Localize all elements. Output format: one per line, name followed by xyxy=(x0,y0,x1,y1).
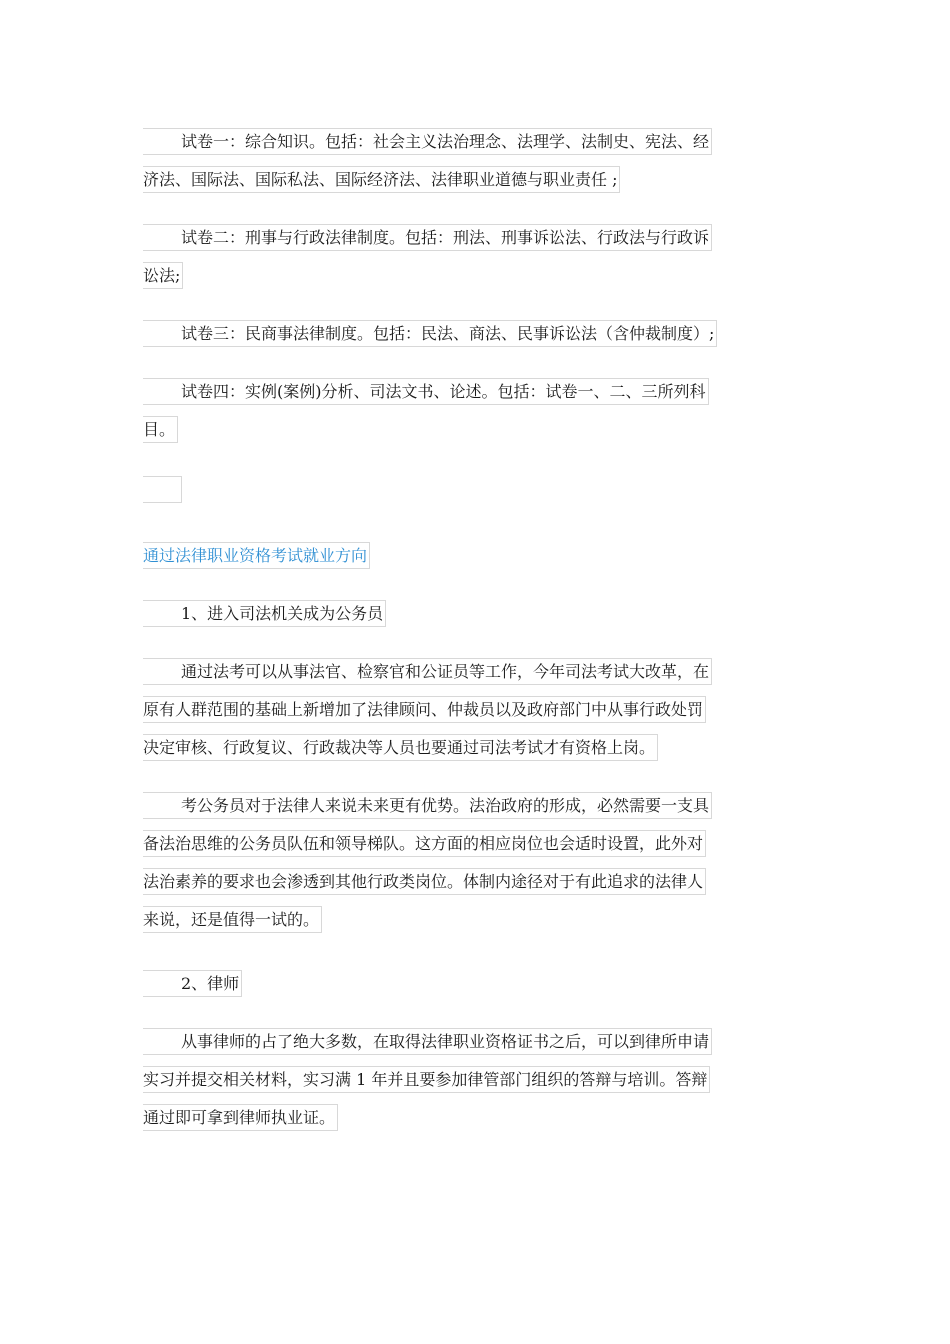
item-1-paragraph-1 xyxy=(143,658,712,772)
item-2-p1-line-2: 实习并提交相关材料，实习满 1 年并且要参加律管部门组织的答辩与培训。答辩 xyxy=(143,1066,710,1093)
item-1-p1-line-1: 通过法考可以从事法官、检察官和公证员等工作，今年司法考试大改革，在 xyxy=(143,658,712,685)
exam-paper-2-line-1: 试卷二：刑事与行政法律制度。包括：刑法、刑事诉讼法、行政法与行政诉 xyxy=(143,224,712,251)
item-2-p1-line-1: 从事律师的占了绝大多数，在取得法律职业资格证书之后，可以到律所申请 xyxy=(143,1028,712,1055)
section-heading-text: 通过法律职业资格考试就业方向 xyxy=(143,542,370,569)
item-1-p2-line-4: 来说，还是值得一试的。 xyxy=(143,906,322,933)
exam-paper-4-line-2: 目。 xyxy=(143,416,178,443)
item-1-paragraph-2 xyxy=(143,792,712,944)
item-1-p1-line-2: 原有人群范围的基础上新增加了法律顾问、仲裁员以及政府部门中从事行政处罚 xyxy=(143,696,706,723)
exam-paper-4-line-1: 试卷四：实例(案例)分析、司法文书、论述。包括：试卷一、二、三所列科 xyxy=(143,378,709,405)
exam-paper-1 xyxy=(143,128,712,204)
exam-paper-2-line-2: 讼法; xyxy=(143,262,183,289)
empty-paragraph xyxy=(143,476,182,507)
exam-paper-2 xyxy=(143,224,712,300)
item-1-title xyxy=(143,600,386,627)
item-1-p2-line-2: 备法治思维的公务员队伍和领导梯队。这方面的相应岗位也会适时设置，此外对 xyxy=(143,830,706,857)
item-2-title-text: 2、律师 xyxy=(143,970,242,997)
empty-paragraph-box xyxy=(143,476,182,503)
exam-paper-3 xyxy=(143,320,717,358)
exam-paper-1-line-2: 济法、国际法、国际私法、国际经济法、法律职业道德与职业责任 ; xyxy=(143,166,620,193)
item-2-p1-line-3: 通过即可拿到律师执业证。 xyxy=(143,1104,338,1131)
section-heading xyxy=(143,542,370,569)
item-1-p2-line-3: 法治素养的要求也会渗透到其他行政类岗位。体制内途径对于有此追求的法律人 xyxy=(143,868,706,895)
item-1-p1-line-3: 决定审核、行政复议、行政裁决等人员也要通过司法考试才有资格上岗。 xyxy=(143,734,658,761)
item-1-title-text: 1、进入司法机关成为公务员 xyxy=(143,600,386,627)
exam-paper-3-line-1: 试卷三：民商事法律制度。包括：民法、商法、民事诉讼法（含仲裁制度）; xyxy=(143,320,717,347)
item-2-paragraph-1 xyxy=(143,1028,712,1142)
item-2-title xyxy=(143,970,242,997)
exam-paper-4 xyxy=(143,378,709,454)
item-1-p2-line-1: 考公务员对于法律人来说未来更有优势。法治政府的形成，必然需要一支具 xyxy=(143,792,712,819)
exam-paper-1-line-1: 试卷一：综合知识。包括：社会主义法治理念、法理学、法制史、宪法、经 xyxy=(143,128,712,155)
